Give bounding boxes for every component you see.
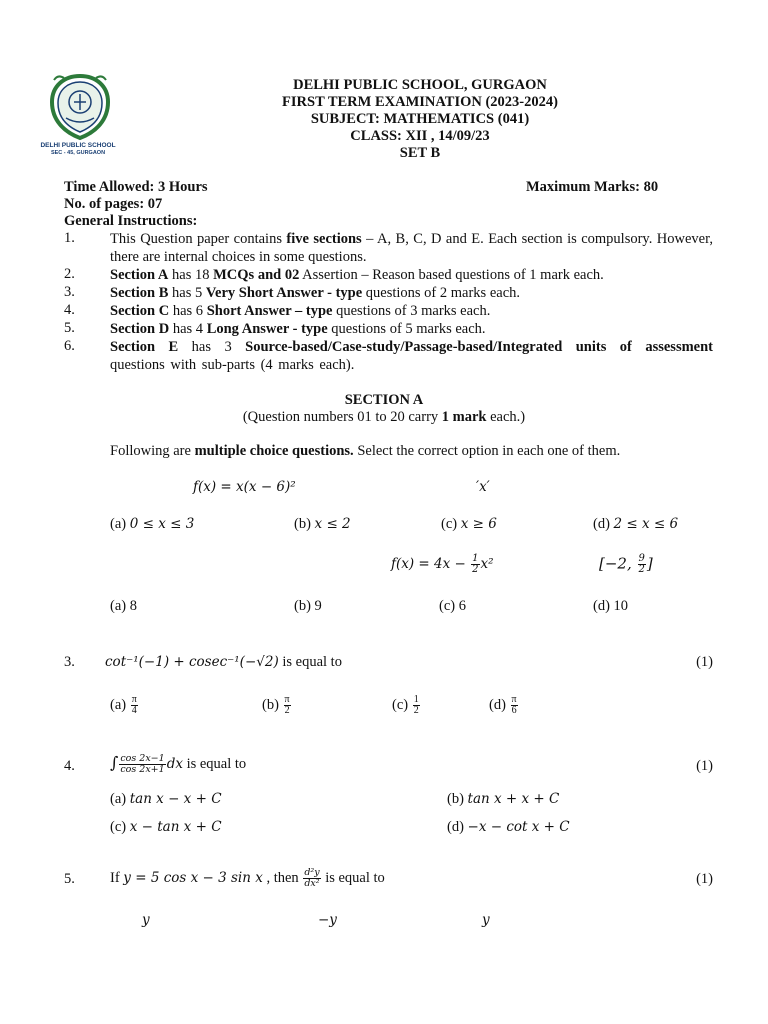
q2-option-a: (a) 8 bbox=[110, 598, 137, 614]
q5-option-value: y bbox=[142, 912, 150, 928]
instruction-item: This Question paper contains five sections – A, B, C, D and E. Each section is compulsory. However, there are internal choices in some questions. bbox=[110, 231, 713, 265]
q4-option-d: (d) −x − cot x + C bbox=[447, 819, 570, 835]
subject-line: SUBJECT: MATHEMATICS (041) bbox=[310, 111, 530, 127]
instruction-number: 6. bbox=[64, 338, 75, 354]
q3-option-c: (c) $\frac{1}{2}$ bbox=[392, 694, 419, 716]
q3-number: 3. bbox=[64, 654, 75, 670]
q4-option-c: (c) x − tan x + C bbox=[110, 819, 222, 835]
q2-option-d: (d) 10 bbox=[593, 598, 629, 614]
q2-option-c: (c) 6 bbox=[439, 598, 466, 614]
set-line: SET B bbox=[399, 145, 441, 161]
q5-number: 5. bbox=[64, 871, 75, 887]
q1-option-c: (c) x ≥ 6 bbox=[441, 516, 497, 532]
school-name: DELHI PUBLIC SCHOOL, GURGAON bbox=[293, 77, 547, 93]
exam-title: FIRST TERM EXAMINATION (2023-2024) bbox=[282, 94, 558, 110]
q1-option-b: (b) x ≤ 2 bbox=[294, 516, 351, 532]
q1-function: f(x) = x(x − 6)² bbox=[193, 479, 296, 495]
q1-option-d: (d) 2 ≤ x ≤ 6 bbox=[593, 516, 679, 532]
maximum-marks: Maximum Marks: 80 bbox=[526, 179, 659, 195]
q4-option-a: (a) tan x − x + C bbox=[110, 791, 222, 807]
instruction-number: 2. bbox=[64, 266, 75, 282]
mcq-intro: Following are multiple choice questions. Select the correct option in each one of them. bbox=[110, 443, 621, 459]
q3-option-b: (b) $\frac{\pi}{2}$ bbox=[262, 694, 290, 716]
general-instructions-heading: General Instructions: bbox=[64, 213, 198, 229]
q1-option-a: (a) 0 ≤ x ≤ 3 bbox=[110, 516, 195, 532]
instruction-number: 3. bbox=[64, 284, 75, 300]
q5-option-value: y bbox=[482, 912, 490, 928]
instruction-item: Section E has 3 Source-based/Case-study/Passage-based/Integrated units of assessment questions with sub-parts (4 marks each). bbox=[110, 339, 713, 373]
logo-subcaption: SEC - 45, GURGAON bbox=[50, 150, 106, 156]
q4-question: ∫ $\frac{\cos 2x-1}{\cos 2x+1}$ dx is equal to bbox=[110, 753, 247, 776]
class-date-line: CLASS: XII , 14/09/23 bbox=[350, 128, 490, 144]
q4-marks: (1) bbox=[696, 758, 713, 774]
q2-option-b: (b) 9 bbox=[294, 598, 322, 614]
instruction-item: Section D has 4 Long Answer - type questions of 5 marks each. bbox=[110, 321, 486, 337]
q5-marks: (1) bbox=[696, 871, 713, 887]
q5-question: If y = 5 cos x − 3 sin x , then $\frac{\text{d²y}}{\text{dx²}}$ is equal to bbox=[110, 867, 385, 889]
number-of-pages: No. of pages: 07 bbox=[64, 196, 163, 212]
section-a-subtitle: (Question numbers 01 to 20 carry 1 mark each.) bbox=[242, 409, 526, 425]
q3-question: cot⁻¹(−1) + cosec⁻¹(−√2) is equal to bbox=[105, 654, 342, 670]
q4-option-b: (b) tan x + x + C bbox=[447, 791, 560, 807]
instruction-item: Section C has 6 Short Answer – type questions of 3 marks each. bbox=[110, 303, 491, 319]
section-a-title: SECTION A bbox=[344, 392, 424, 408]
q2-interval: [−2, $\frac{9}{2}$ ] bbox=[599, 553, 653, 575]
instruction-number: 1. bbox=[64, 230, 75, 246]
q2-function: f(x) = 4x − $\frac{1}{2}$ x² bbox=[391, 553, 494, 575]
q1-variable: ′x′ bbox=[476, 479, 490, 495]
q5-option-value: −y bbox=[318, 912, 337, 928]
q3-option-d: (d) $\frac{\pi}{6}$ bbox=[489, 694, 517, 716]
q3-marks: (1) bbox=[696, 654, 713, 670]
instruction-number: 4. bbox=[64, 302, 75, 318]
instruction-item: Section B has 5 Very Short Answer - type questions of 2 marks each. bbox=[110, 285, 521, 301]
logo-caption: DELHI PUBLIC SCHOOL bbox=[40, 142, 116, 149]
q3-option-a: (a) $\frac{\pi}{4}$ bbox=[110, 694, 137, 716]
q4-number: 4. bbox=[64, 758, 75, 774]
instruction-item: Section A has 18 MCQs and 02 Assertion – Reason based questions of 1 mark each. bbox=[110, 267, 604, 283]
instruction-number: 5. bbox=[64, 320, 75, 336]
time-allowed: Time Allowed: 3 Hours bbox=[64, 179, 208, 195]
